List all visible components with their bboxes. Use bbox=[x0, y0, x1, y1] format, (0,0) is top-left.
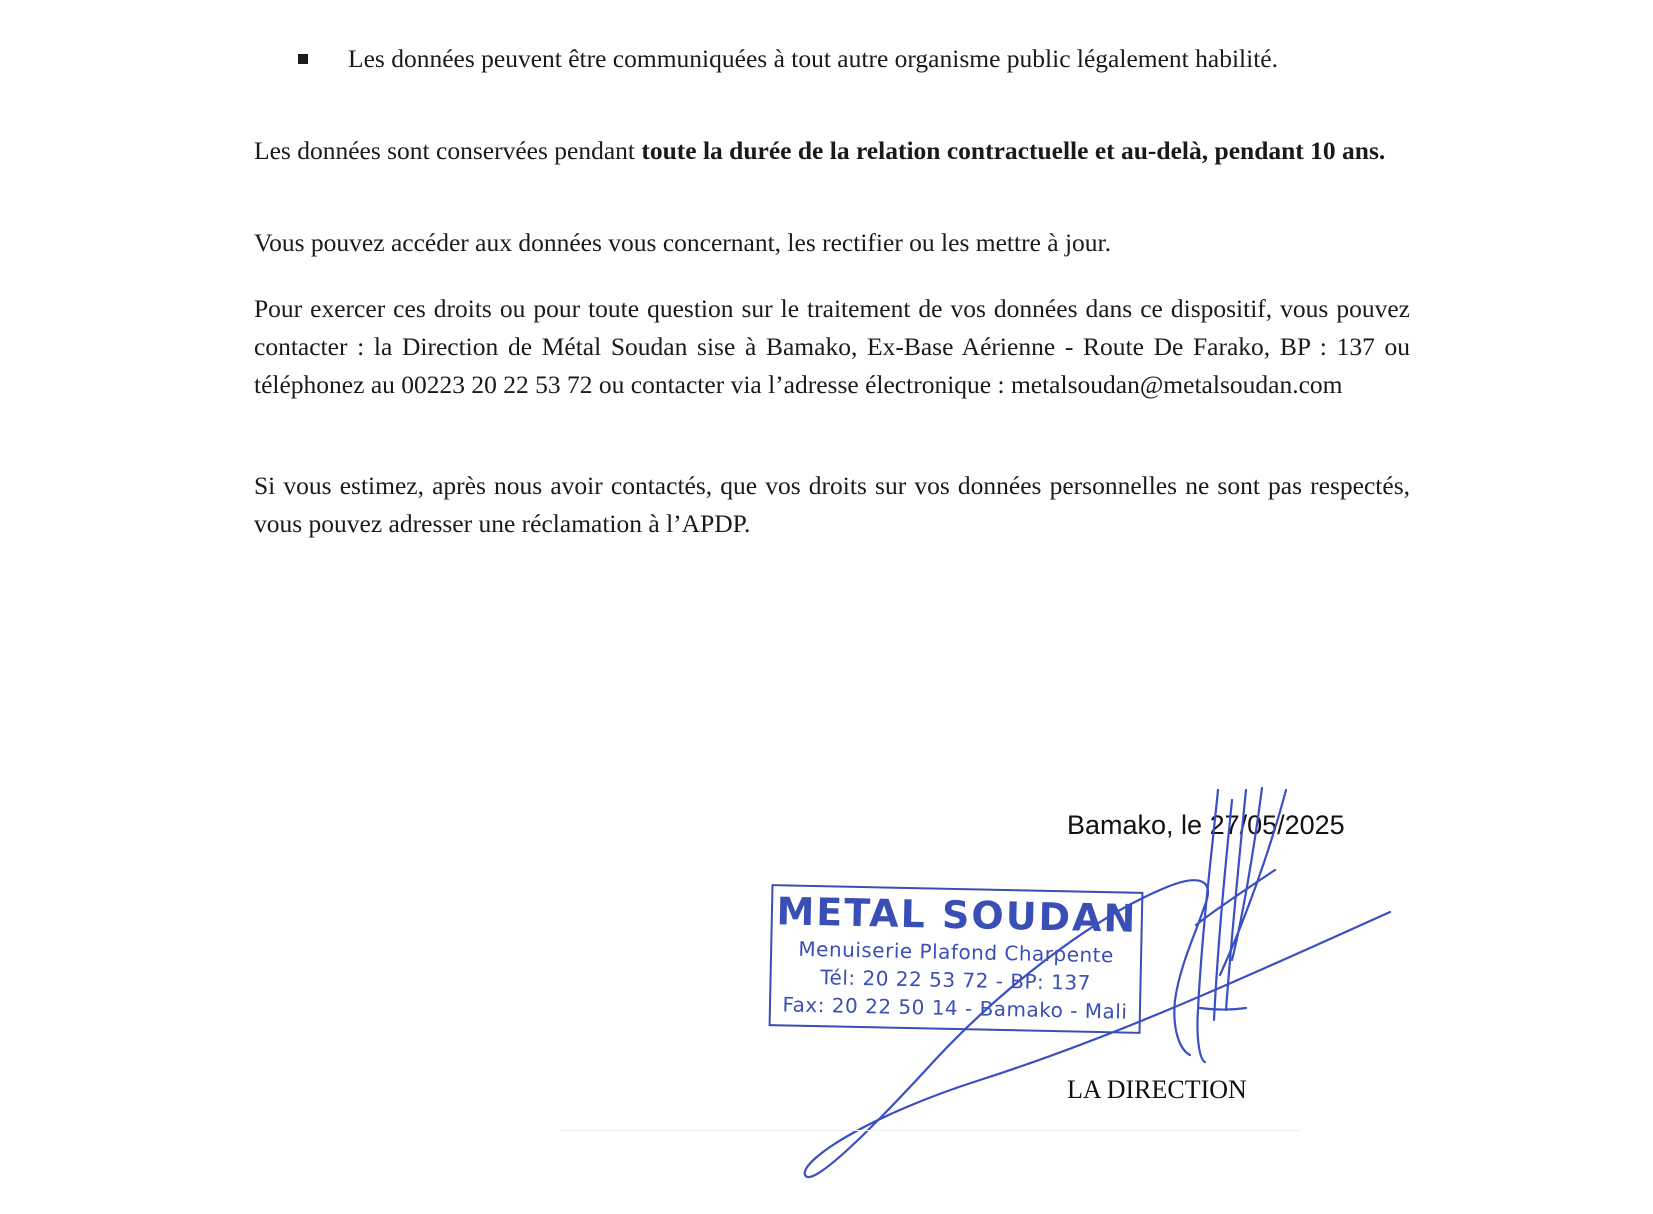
access-paragraph: Vous pouvez accéder aux données vous concernant, les rectifier ou les mettre à jour. bbox=[254, 228, 1112, 257]
stamp-phone: Tél: 20 22 53 72 - BP: 137 bbox=[820, 965, 1092, 995]
signatory-role: LA DIRECTION bbox=[1067, 1075, 1247, 1104]
company-stamp bbox=[769, 884, 1144, 1034]
stamp-fax: Fax: 20 22 50 14 - Bamako - Mali bbox=[782, 992, 1128, 1024]
retention-prefix: Les données sont conservées pendant bbox=[254, 136, 642, 165]
stamp-activity: Menuiserie Plafond Charpente bbox=[798, 936, 1115, 968]
divider bbox=[560, 1130, 1300, 1131]
list-item bbox=[300, 40, 1412, 78]
retention-paragraph bbox=[254, 132, 1410, 170]
bullet-square-icon bbox=[298, 54, 308, 64]
bullet-text: Les données peuvent être communiquées à tout autre organisme public légalement habilité. bbox=[348, 44, 1278, 73]
retention-duration: toute la durée de la relation contractuelle et au-delà, pendant 10 ans. bbox=[641, 136, 1386, 165]
complaint-paragraph: Si vous estimez, après nous avoir contactés, que vos droits sur vos données personnelles ne sont pas respectés, vous pouvez adresser une réclamation à l’APDP. bbox=[254, 471, 1410, 538]
place-and-date: Bamako, le 27/05/2025 bbox=[1067, 810, 1345, 840]
contact-paragraph: Pour exercer ces droits ou pour toute question sur le traitement de vos données dans ce dispositif, vous pouvez contacter : la Direction de Métal Soudan sise à Bamako, Ex-Base Aérienne - Route De Farako, BP : 137 ou téléphonez au 00223 20 22 53 72 ou contacter via l’adresse électronique : metalsoudan@metalsoudan.com bbox=[254, 294, 1410, 399]
stamp-company-name: METAL SOUDAN bbox=[776, 889, 1138, 941]
